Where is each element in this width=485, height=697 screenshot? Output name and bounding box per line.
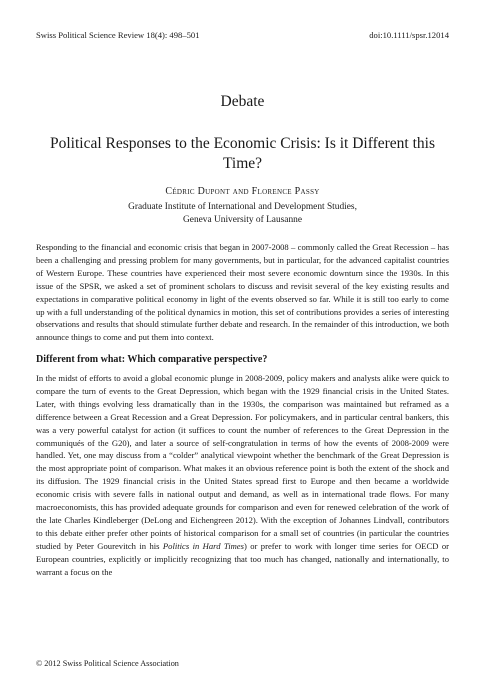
article-title: Political Responses to the Economic Crisis: Is it Different this Time? <box>49 135 436 172</box>
body-text-part-1: In the midst of efforts to avoid a global economic plunge in 2008-2009, policy makers and analysts alike were quick to compare the turn of events to the Great Depression, which began with the 1929 financial crisis in the United States. Later, with things evolving less dramatically than in the 1930s, the comparison was maintained but reframed as a difference between a Great Recession and a Great Depression. For policymakers, and in particular central bankers, this was a very powerful catalyst for action (it suffices to count the number of references to the Great Depression in the communiqués of the G20), and later a source of self-congratulation in terms of how the events of 2008-2009 were handled. Yet, one may discuss from a “colder” analytical viewpoint whether the benchmark of the Great Depression is the most appropriate point of comparison. What makes it an obvious reference point is both the extent of the shock and its diffusion. The 1929 financial crisis in the United States spread first to Europe and then became a worldwide economic crisis with severe falls in national output and demand, as well as in international trade flows. For many macroeconomists, this has provided adequate grounds for comparison and even for renewed celebration of the work of the late Charles Kindleberger (DeLong and Eichengreen 2012). With the exception of Johannes Lindvall, contributors to this debate either prefer other points of historical comparison for a small set of countries (in particular the countries studied by Peter Gourevitch in his <box>36 373 449 551</box>
affiliation-line-2: Geneva University of Lausanne <box>183 214 302 225</box>
affiliation-line-1: Graduate Institute of International and Development Studies, <box>128 202 357 212</box>
doi-reference: doi:10.1111/spsr.12014 <box>369 30 449 40</box>
author-names: Cédric Dupont and Florence Passy <box>165 186 320 197</box>
body-text-part-2: ) or prefer to work with longer time series for OECD or European countries, explicitly or implicitly recognizing that too much has changed, nationally and internationally, to warrant a focus on the <box>36 540 449 577</box>
section-label: Debate <box>220 93 265 110</box>
affiliation <box>0 201 485 227</box>
section-heading: Different from what: Which comparative perspective? <box>36 354 268 365</box>
book-title-italic: Politics in Hard Times <box>162 540 244 551</box>
body-paragraph <box>36 372 449 579</box>
journal-reference: Swiss Political Science Review 18(4): 498–501 <box>36 30 200 40</box>
copyright-footer: © 2012 Swiss Political Science Association <box>36 659 179 668</box>
abstract-paragraph: Responding to the financial and economic crisis that began in 2007-2008 – commonly called the Great Recession – has been a challenging and pressing problem for many governments, but in particular, for the advanced capitalist countries of Western Europe. These countries have experienced their most severe economic downturn since the 1930s. In this issue of the SPSR, we asked a set of prominent scholars to discuss and revisit several of the key existing results and expectations in comparative political economy in light of the events observed so far. While it is still too early to come up with a full understanding of the political dynamics in motion, this set of contributions provides a series of interesting observations and results that should stimulate further debate and research. In the remainder of this introduction, we both announce things to come and put them into context. <box>36 242 449 343</box>
